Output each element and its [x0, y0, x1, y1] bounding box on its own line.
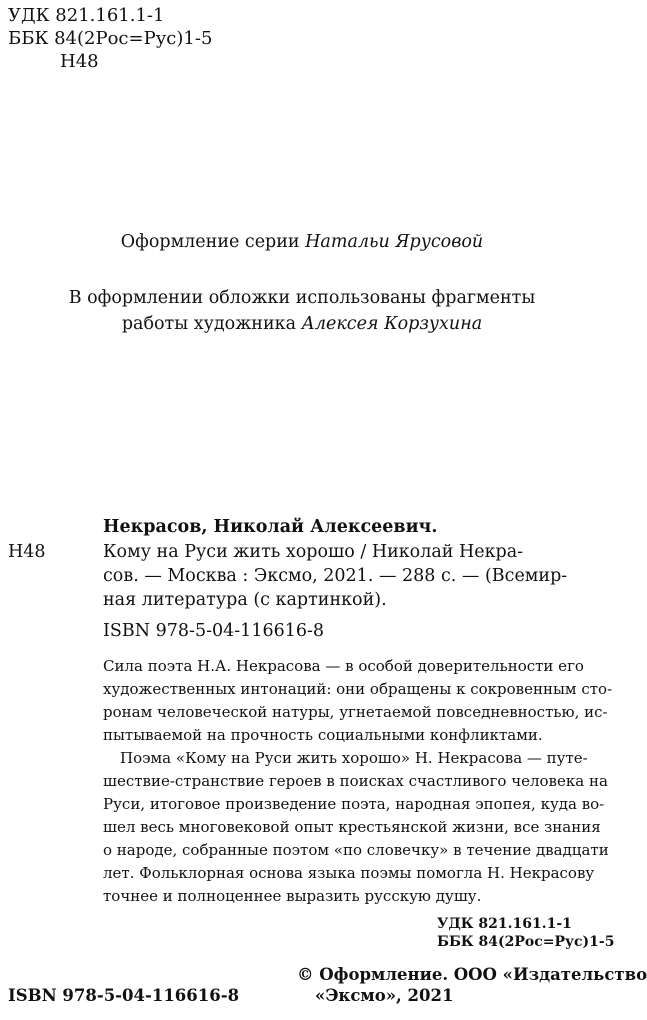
series-designer-name: Натальи Ярусовой [305, 232, 484, 252]
annotation-line: точнее и полноценнее выразить русскую душу. [103, 887, 482, 905]
copyright-line2: «Эксмо», 2021 [315, 986, 454, 1005]
description-line: сов. — Москва : Эксмо, 2021. — 288 с. — (Всемир- [103, 566, 568, 586]
bbk-code-top: ББК 84(2Рос=Рус)1-5 [8, 28, 213, 49]
series-design-prefix: Оформление серии [120, 232, 306, 252]
annotation-line: о народе, собранные поэтом «по словечку» в течение двадцати [103, 841, 609, 859]
bbk-code-bottom: ББК 84(2Рос=Рус)1-5 [437, 934, 615, 950]
description-line: ная литература (с картинкой). [103, 590, 387, 610]
annotation-line: художественных интонаций: они обращены к сокровенным сто- [103, 680, 613, 698]
description-line: Кому на Руси жить хорошо / Николай Некра- [103, 542, 524, 562]
annotation-line: Поэма «Кому на Руси жить хорошо» Н. Некрасова — путе- [120, 749, 588, 767]
author-heading: Некрасов, Николай Алексеевич. [103, 517, 438, 537]
annotation-line: лет. Фольклорная основа языка поэмы помогла Н. Некрасову [103, 864, 595, 882]
author-mark-top: Н48 [60, 51, 99, 72]
cover-credit-prefix: работы художника [121, 314, 302, 334]
series-design-credit [0, 231, 604, 253]
author-mark: Н48 [8, 542, 46, 562]
copyright-line1: © Оформление. ООО «Издательство [297, 965, 647, 984]
annotation-line: пытываемой на прочность социальными конфликтами. [103, 726, 543, 744]
udk-code-bottom: УДК 821.161.1-1 [437, 916, 572, 932]
annotation-line: шествие-странствие героев в поисках счастливого человека на [103, 772, 608, 790]
udk-code-top: УДК 821.161.1-1 [8, 5, 165, 26]
cover-credit-line2 [0, 313, 604, 335]
isbn-record: ISBN 978-5-04-116616-8 [103, 621, 325, 641]
isbn-footer: ISBN 978-5-04-116616-8 [8, 986, 240, 1005]
cover-artist-name: Алексея Корзухина [301, 314, 483, 334]
annotation-line: шел весь многовековой опыт крестьянской жизни, все знания [103, 818, 601, 836]
annotation-line: Сила поэта Н.А. Некрасова — в особой доверительности его [103, 657, 584, 675]
annotation-line: ронам человеческой натуры, угнетаемой повседневностью, ис- [103, 703, 608, 721]
cover-credit-line1: В оформлении обложки использованы фрагменты [68, 288, 536, 308]
annotation-line: Руси, итоговое произведение поэта, народная эпопея, куда во- [103, 795, 605, 813]
